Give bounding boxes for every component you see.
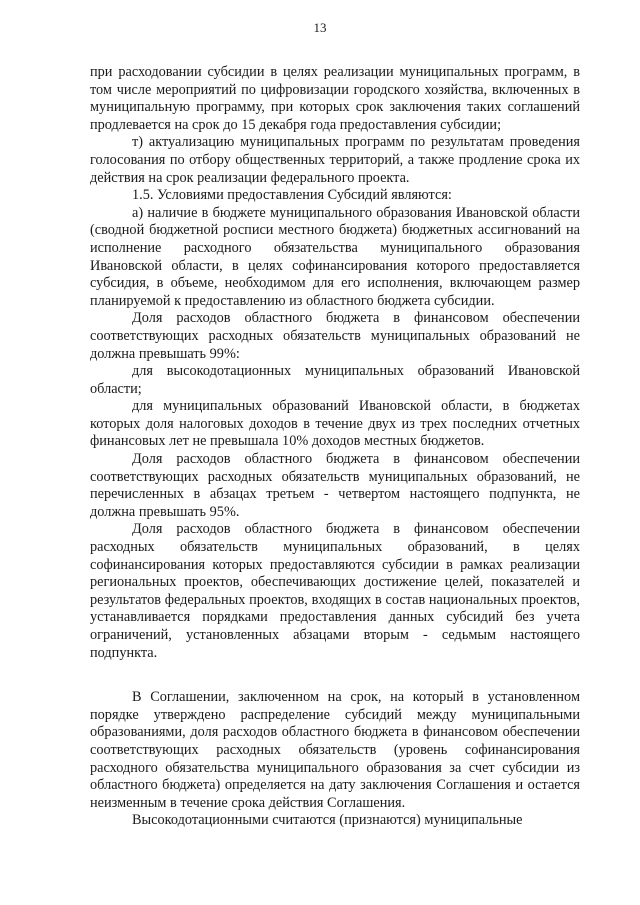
paragraph-item-t: т) актуализацию муниципальных программ по результатам проведения голосования по отбору общественных территорий, а также продление срока их действия на срок реализации федерального проекта. [90,134,580,186]
paragraph-tax-income: для муниципальных образований Ивановской области, в бюджетах которых доля налоговых доходов в течение двух из трех последних отчетных финансовых лет не превышала 10% доходов местных бюджетов. [90,398,580,450]
paragraph-item-a: а) наличие в бюджете муниципального образования Ивановской области (сводной бюджетной росписи местного бюджета) бюджетных ассигнований на исполнение расходного обязательства муниципального образования Ивановской области, в целях софинансирования которого предоставляется субсидия, в объеме, необходимом для его исполнения, включающем размер планируемой к предоставлению из областного бюджета субсидии. [90,204,580,309]
paragraph-share-95: Доля расходов областного бюджета в финансовом обеспечении соответствующих расходных обязательств муниципальных образований, не перечисленных в абзацах третьем - четвертом настоящего подпункта, не должна превышать 95%. [90,451,580,520]
paragraph-section-1-5: 1.5. Условиями предоставления Субсидий являются: [132,187,452,204]
page-number: 13 [313,20,327,35]
paragraph-regional-projects: Доля расходов областного бюджета в финансовом обеспечении расходных обязательств муниципальных образований, в целях софинансирования которых предоставляются субсидии в рамках реализации региональных проектов, обеспечивающих достижение целей, показателей и результатов федеральных проектов, входящих в состав национальных проектов, устанавливается порядками предоставления данных субсидий без учета ограничений, установленных абзацами вторым - седьмым настоящего подпункта. [90,521,580,661]
paragraph-agreement: В Соглашении, заключенном на срок, на который в установленном порядке утверждено распределение субсидий между муниципальными образованиями, доля расходов областного бюджета в финансовом обеспечении соответствующих расходных обязательств (уровень софинансирования расходного обязательства муниципального образования за счет субсидии из областного бюджета) определяется на дату заключения Соглашения и остается неизменным в течение срока действия Соглашения. [90,689,580,811]
paragraph-continuation: при расходовании субсидии в целях реализации муниципальных программ, в том числе мероприятий по цифровизации городского хозяйства, включенных в муниципальную программу, при которых срок заключения таких соглашений продлевается на срок до 15 декабря года предоставления субсидии; [90,64,580,133]
paragraph-highly-subsidized: для высокодотационных муниципальных образований Ивановской области; [90,363,580,397]
document-body [90,64,580,830]
paragraph-share-99: Доля расходов областного бюджета в финансовом обеспечении соответствующих расходных обязательств муниципальных образований не должна превышать 99%: [90,310,580,362]
paragraph-highly-subsidized-definition: Высокодотационными считаются (признаются) муниципальные [132,812,523,829]
